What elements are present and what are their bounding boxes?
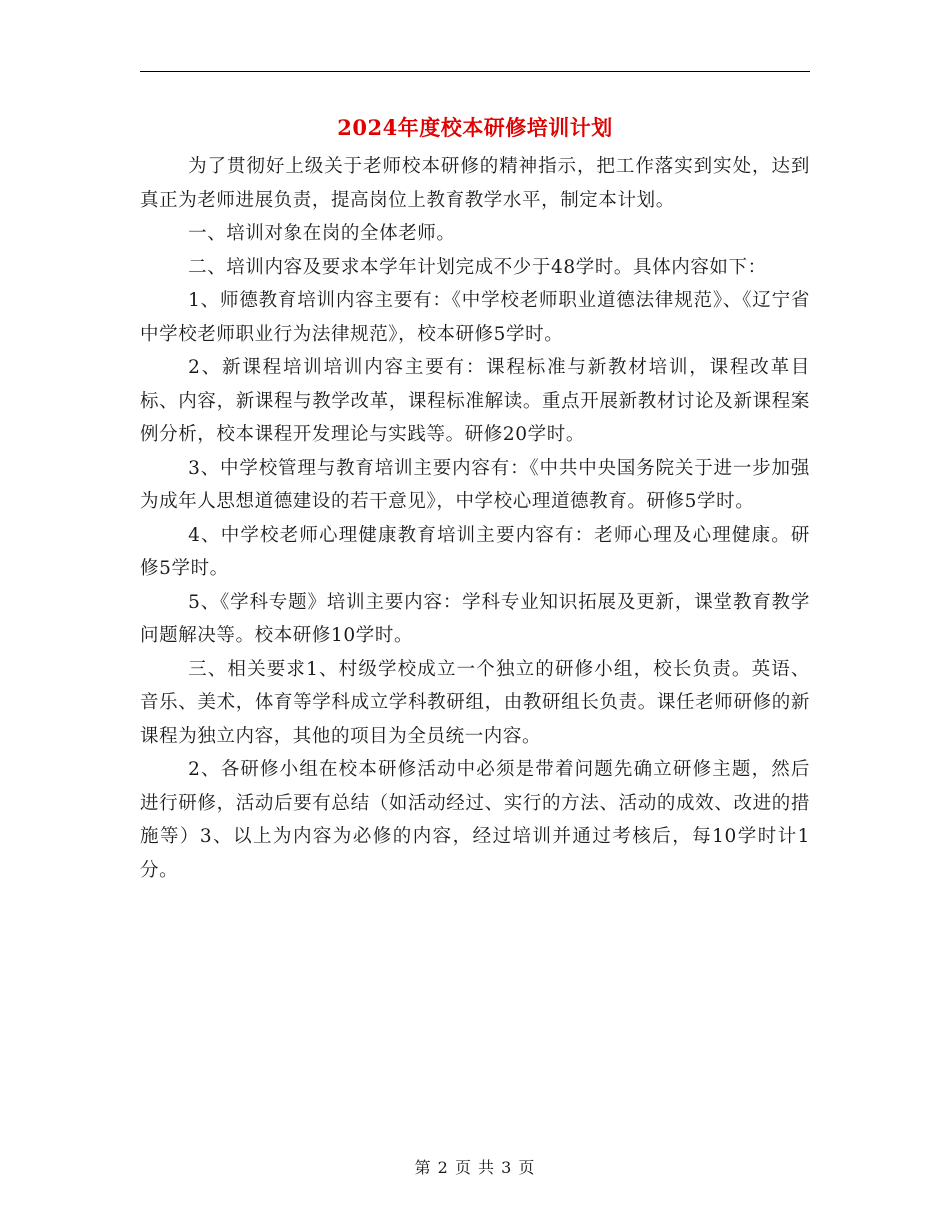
- paragraph-item-2: 2、新课程培训培训内容主要有：课程标准与新教材培训，课程改革目标、内容，新课程与教学改革，课程标准解读。重点开展新教材讨论及新课程案例分析，校本课程开发理论与实践等。研修20学时。: [140, 357, 810, 445]
- document-body: [140, 150, 810, 887]
- paragraph-intro: 为了贯彻好上级关于老师校本研修的精神指示，把工作落实到实处，达到真正为老师进展负责，提高岗位上教育教学水平，制定本计划。: [140, 156, 810, 211]
- paragraph-section-2: 二、培训内容及要求本学年计划完成不少于48学时。具体内容如下：: [188, 256, 767, 278]
- paragraph-item-1: 1、师德教育培训内容主要有：《中学校老师职业道德法律规范》、《辽宁省中学校老师职业行为法律规范》，校本研修5学时。: [140, 290, 810, 345]
- paragraph-section-1: 一、培训对象在岗的全体老师。: [188, 223, 456, 244]
- paragraph-item-5: 5、《学科专题》培训主要内容：学科专业知识拓展及更新，课堂教育教学问题解决等。校本研修10学时。: [140, 591, 810, 646]
- paragraph-requirement-2: 2、各研修小组在校本研修活动中必须是带着问题先确立研修主题，然后进行研修，活动后要有总结（如活动经过、实行的方法、活动的成效、改进的措施等）3、以上为内容为必修的内容，经过培训并通过考核后，每10学时计1分。: [140, 759, 810, 881]
- document-title: 2024年度校本研修培训计划: [337, 115, 613, 140]
- paragraph-section-3: 三、相关要求1、村级学校成立一个独立的研修小组，校长负责。英语、音乐、美术，体育等学科成立学科教研组，由教研组长负责。课任老师研修的新课程为独立内容，其他的项目为全员统一内容。: [140, 658, 810, 747]
- page-number: 第 2 页 共 3 页: [414, 1158, 536, 1177]
- paragraph-item-4: 4、中学校老师心理健康教育培训主要内容有：老师心理及心理健康。研修5学时。: [140, 524, 810, 579]
- header-rule: [140, 71, 810, 72]
- paragraph-item-3: 3、中学校管理与教育培训主要内容有：《中共中央国务院关于进一步加强为成年人思想道德建设的若干意见》，中学校心理道德教育。研修5学时。: [140, 457, 810, 512]
